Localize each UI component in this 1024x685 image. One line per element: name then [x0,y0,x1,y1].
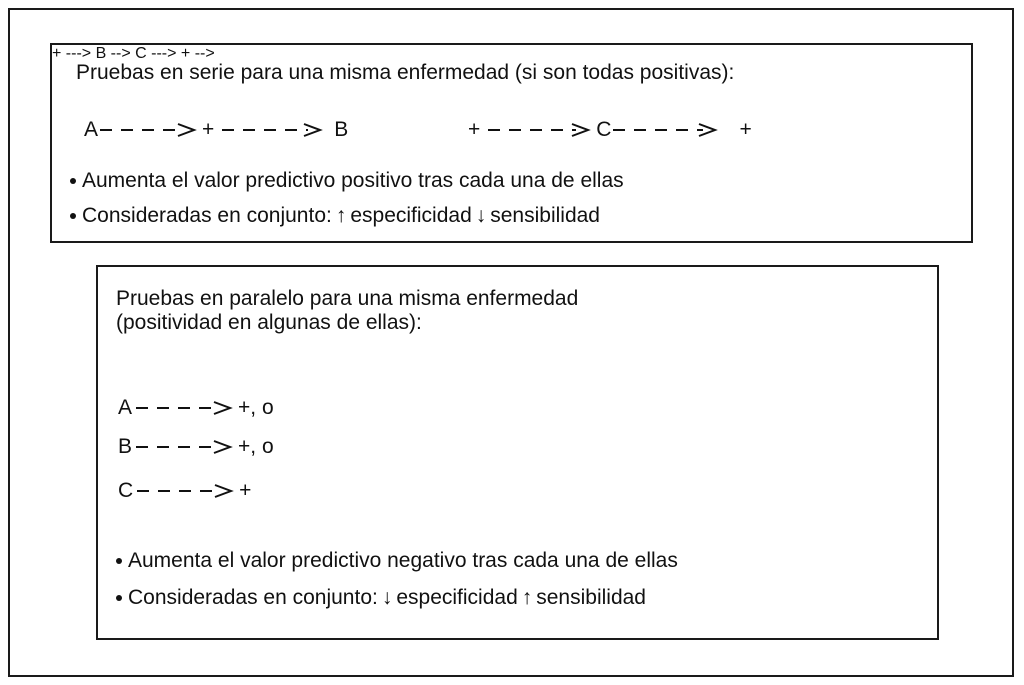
dashed-arrow-icon [132,435,234,459]
serial-tests-title: Pruebas en serie para una misma enfermedad (si son todas positivas): [76,61,735,84]
serial-bullet-1-text: Aumenta el valor predictivo positivo tras cada una de ellas [82,169,624,192]
serial-bullet-2 [70,204,600,228]
serial-bullet-1 [70,169,624,193]
serial-result-plus: + [468,118,481,141]
test-a-label: A [84,118,99,141]
up-arrow-icon: ↑ [521,586,533,609]
dashed-arrow-icon [132,396,234,420]
serial-up-word: especificidad [350,204,472,227]
dashed-arrow-icon [98,118,200,142]
test-b-label: B [334,118,349,141]
parallel-up-word: sensibilidad [536,586,646,609]
dashed-arrow-icon [480,118,594,142]
serial-flow-right [468,118,752,142]
down-arrow-icon: ↓ [475,204,487,227]
bullet-icon [70,178,76,184]
serial-result-plus: + [739,118,752,141]
serial-flow-left [84,118,348,142]
dashed-arrow-icon [214,118,328,142]
serial-result-plus: + [202,118,215,141]
test-c-label: C [118,479,134,502]
up-arrow-icon: ↑ [335,204,347,227]
parallel-result: +, o [238,396,274,419]
parallel-down-word: especificidad [396,586,518,609]
parallel-bullet-1 [116,549,678,573]
parallel-bullet-1-text: Aumenta el valor predictivo negativo tras cada una de ellas [128,549,678,572]
dashed-arrow-icon [133,479,235,503]
serial-tests-box: Pruebas en serie para una misma enfermedad (si son todas positivas): + ---> B --> A + B C ---> + --> + C + Aumenta el valor predictivo positivo tras cada una de ellas Consideradas en conjunto: ↑ especificidad ↓ sensibilidad [50,43,973,243]
parallel-tests-box [96,265,939,640]
serial-down-word: sensibilidad [490,204,600,227]
parallel-row-c [118,479,251,503]
parallel-row-b [118,435,274,459]
parallel-tests-title-line1: Pruebas en paralelo para una misma enfermedad [116,287,579,310]
test-c-label: C [596,118,612,141]
dashed-arrow-icon [611,118,721,142]
test-b-label: B [118,435,133,458]
serial-bullet-2-text: Consideradas en conjunto: [82,204,332,227]
parallel-tests-title-line2: (positividad en algunas de ellas): [116,311,422,334]
parallel-result: +, o [238,435,274,458]
bullet-icon [116,595,122,601]
bullet-icon [70,213,76,219]
parallel-row-a [118,396,274,420]
parallel-bullet-2 [116,586,646,610]
parallel-result: + [239,479,252,502]
bullet-icon [116,558,122,564]
parallel-bullet-2-text: Consideradas en conjunto: [128,586,378,609]
down-arrow-icon: ↓ [381,586,393,609]
test-a-label: A [118,396,133,419]
